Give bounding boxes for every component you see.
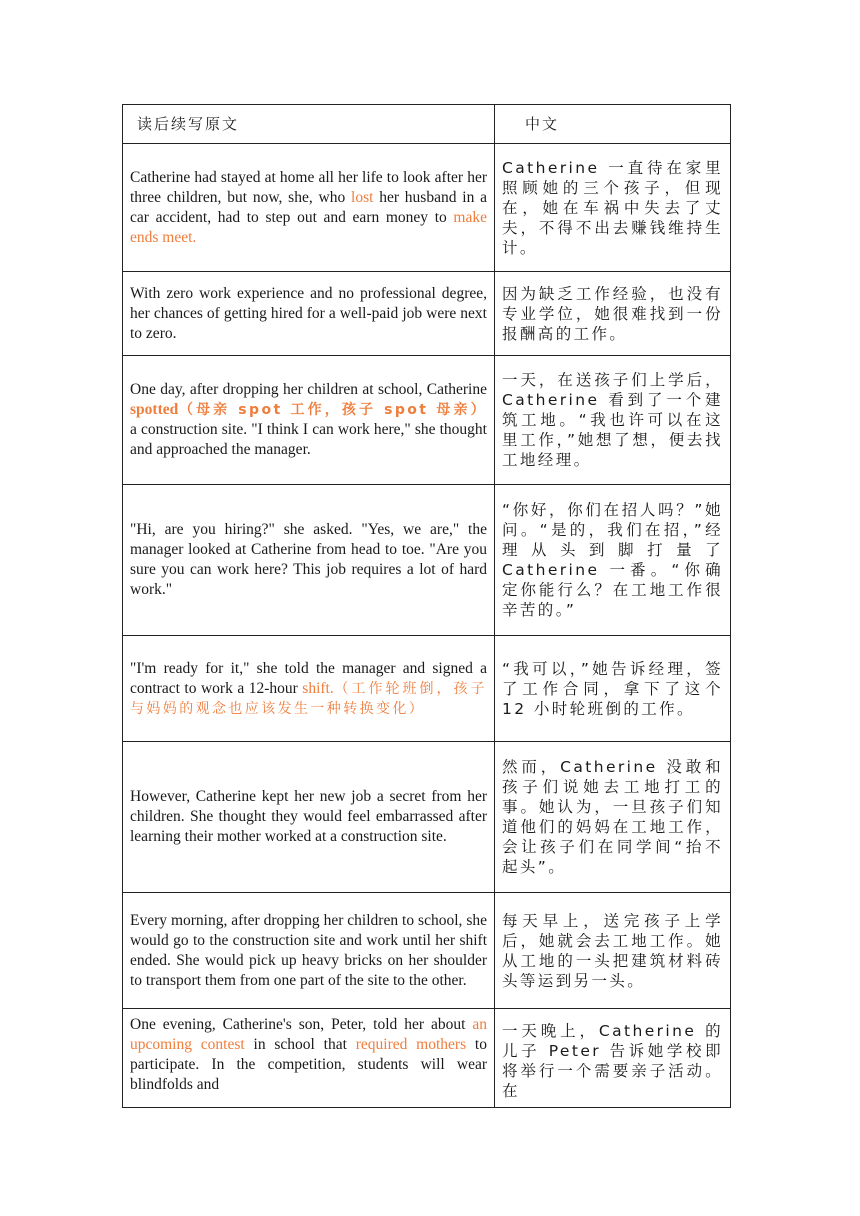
english-cell (123, 893, 495, 1009)
english-text: a construction site. "I think I can work here," she thought and approached the manager. (130, 421, 487, 458)
english-cell (123, 144, 495, 272)
table-row (123, 636, 731, 742)
english-cell (123, 1009, 495, 1108)
table-row (123, 1009, 731, 1108)
table-row (123, 485, 731, 636)
highlight-annotation: （工作轮班倒，孩子与妈妈的观念也应该发生一种转换变化） (130, 680, 487, 717)
english-cell (123, 272, 495, 356)
chinese-cell: 一天晚上，Catherine 的儿子 Peter 告诉她学校即将举行一个需要亲子活动。在 (495, 1009, 731, 1108)
english-text: However, Catherine kept her new job a secret from her children. She thought they would feel embarrassed after learning their mother worked at a construction site. (130, 788, 487, 845)
table-row (123, 144, 731, 272)
chinese-cell: 每天早上，送完孩子上学后，她就会去工地工作。她从工地的一头把建筑材料砖头等运到另一头。 (495, 893, 731, 1009)
highlight-phrase: required mothers (355, 1036, 467, 1053)
table-header-row (123, 105, 731, 144)
chinese-cell: “我可以，”她告诉经理，签了工作合同，拿下了这个 12 小时轮班倒的工作。 (495, 636, 731, 742)
table-row (123, 893, 731, 1009)
english-text: in school that (244, 1036, 356, 1053)
chinese-cell: 因为缺乏工作经验，也没有专业学位，她很难找到一份报酬高的工作。 (495, 272, 731, 356)
header-original-text: 读后续写原文 (123, 105, 495, 144)
highlight-phrase: spotted (130, 401, 179, 418)
english-cell (123, 356, 495, 485)
translation-table (122, 104, 731, 1108)
table-row (123, 742, 731, 893)
highlight-phrase: shift. (302, 679, 334, 697)
english-text: her husband in a car accident, had to step out and earn money to (130, 188, 487, 226)
english-text: One day, after dropping her children at school, Catherine (130, 381, 487, 398)
highlight-phrase: make ends meet. (130, 208, 487, 246)
english-text: Catherine had stayed at home all her life to look after her three children, but now, she, who (130, 168, 487, 206)
chinese-cell: Catherine 一直待在家里照顾她的三个孩子，但现在，她在车祸中失去了丈夫，不得不出去赚钱维持生计。 (495, 144, 731, 272)
english-cell (123, 742, 495, 893)
english-cell (123, 485, 495, 636)
english-text: "Hi, are you hiring?" she asked. "Yes, we are," the manager looked at Catherine from head to toe. "Are you sure you can work here? This job requires a lot of hard work." (130, 521, 487, 598)
english-text: "I'm ready for it," she told the manager and signed a contract to work a 12-hour (130, 659, 487, 697)
highlight-phrase: lost (351, 188, 374, 206)
header-chinese: 中文 (495, 105, 731, 144)
chinese-cell: 一天，在送孩子们上学后，Catherine 看到了一个建筑工地。“我也许可以在这里工作，”她想了想，便去找工地经理。 (495, 356, 731, 485)
table-row (123, 356, 731, 485)
english-text: to participate. In the competition, students will wear blindfolds and (130, 1036, 487, 1093)
highlight-phrase: an upcoming contest (130, 1016, 487, 1053)
english-text: One evening, Catherine's son, Peter, told her about (130, 1016, 473, 1033)
english-cell (123, 636, 495, 742)
highlight-annotation: （母亲 spot 工作，孩子 spot 母亲） (178, 402, 487, 418)
chinese-cell: “你好，你们在招人吗？”她问。“是的，我们在招，”经理从头到脚打量了 Catherine 一番。“你确定你能行么？在工地工作很辛苦的。” (495, 485, 731, 636)
english-text: With zero work experience and no professional degree, her chances of getting hired for a well-paid job were next to zero. (130, 284, 487, 342)
english-text: Every morning, after dropping her children to school, she would go to the construction site and work until her shift ended. She would pick up heavy bricks on her shoulder to transport them from one part of the site to the other. (130, 911, 487, 989)
table-row (123, 272, 731, 356)
chinese-cell: 然而，Catherine 没敢和孩子们说她去工地打工的事。她认为，一旦孩子们知道他们的妈妈在工地工作，会让孩子们在同学间“抬不起头”。 (495, 742, 731, 893)
